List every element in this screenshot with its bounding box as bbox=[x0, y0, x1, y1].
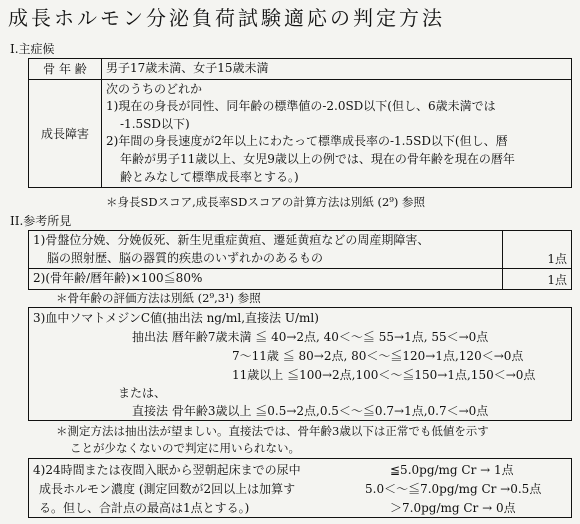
urine-gh-score: 5.0＜～≦7.0pg/mg Cr →0.5点 bbox=[365, 482, 542, 496]
bone-age-note: ＊骨年齢の評価方法は別紙 (2⁹,3¹) 参照 bbox=[56, 291, 261, 305]
method-note-line: ことが少なくないので判定に用いられない。 bbox=[70, 441, 300, 455]
reference-findings-table bbox=[28, 230, 572, 290]
bone-age-value: 男子17歳未満、女子15歳未満 bbox=[102, 59, 572, 80]
bone-age-ratio-item: 2)(骨年齢/暦年齢)×100≦80% bbox=[29, 269, 503, 290]
urine-gh-score: ≦5.0pg/mg Cr → 1点 bbox=[390, 463, 514, 477]
somatomedin-header: 3)血中ソマトメジンC値(抽出法 ng/ml,直接法 U/ml) bbox=[33, 311, 319, 325]
sd-score-note: ＊身長SDスコア,成長率SDスコアの計算方法は別紙 (2⁹) 参照 bbox=[106, 195, 426, 209]
section-2-heading: II.参考所見 bbox=[10, 214, 72, 228]
growth-disorder-label: 成長障害 bbox=[29, 79, 102, 188]
main-symptoms-table bbox=[28, 58, 572, 188]
somatomedin-row: 7～11歳 ≦ 80→2点, 80＜～≦120→1点,120＜→0点 bbox=[232, 349, 524, 363]
urine-gh-line: 4)24時間または夜間入眠から翌朝起床までの尿中 bbox=[33, 463, 301, 477]
perinatal-points: 1点 bbox=[503, 231, 572, 269]
bone-age-ratio-points: 1点 bbox=[503, 269, 572, 290]
somatomedin-row: 直接法 骨年齢3歳以上 ≦0.5→2点,0.5＜～≦0.7→1点,0.7＜→0点 bbox=[132, 404, 489, 418]
criteria-line: 1)現在の身長が同性、同年齢の標準値の-2.0SD以下(但し、6歳未満では bbox=[106, 99, 496, 114]
urine-gh-line: る。但し、合計点の最高は1点とする。) bbox=[39, 501, 250, 515]
somatomedin-row: 11歳以上 ≦100→2点,100＜～≦150→1点,150＜→0点 bbox=[232, 368, 536, 382]
bone-age-label: 骨 年 齢 bbox=[29, 59, 102, 80]
urine-gh-line: 成長ホルモン濃度 (測定回数が2回以上は加算す bbox=[39, 482, 296, 496]
criteria-line: 次のうちのどれか bbox=[106, 81, 203, 96]
perinatal-item bbox=[29, 231, 503, 269]
page-title: 成長ホルモン分泌負荷試験適応の判定方法 bbox=[8, 6, 445, 30]
urine-gh-score: ＞7.0pg/mg Cr → 0点 bbox=[390, 501, 516, 515]
somatomedin-row: 抽出法 暦年齢7歳未満 ≦ 40→2点, 40＜～≦ 55→1点, 55＜→0点 bbox=[132, 330, 489, 344]
section-1-heading: I.主症候 bbox=[10, 42, 55, 56]
criteria-line: 齢とみなして標準成長率とする。) bbox=[120, 169, 299, 184]
perinatal-line: 脳の照射歴、脳の器質的疾患のいずれかのあるもの bbox=[47, 250, 324, 265]
criteria-line: -1.5SD以下) bbox=[120, 116, 190, 131]
criteria-line: 年齢が男子11歳以上、女児9歳以上の例では、現在の骨年齢を現在の暦年 bbox=[120, 151, 515, 166]
somatomedin-row: または、 bbox=[118, 386, 167, 400]
criteria-line: 2)年間の身長速度が2年以上にわたって標準成長率の-1.5SD以下(但し、暦 bbox=[106, 134, 508, 149]
growth-disorder-criteria bbox=[102, 79, 572, 188]
method-note-line: ＊測定方法は抽出法が望ましい。直接法では、骨年齢3歳以下は正常でも低値を示す bbox=[56, 424, 489, 438]
perinatal-line: 1)骨盤位分娩、分娩仮死、新生児重症黄疸、遷延黄疸などの周産期障害、 bbox=[33, 233, 430, 247]
